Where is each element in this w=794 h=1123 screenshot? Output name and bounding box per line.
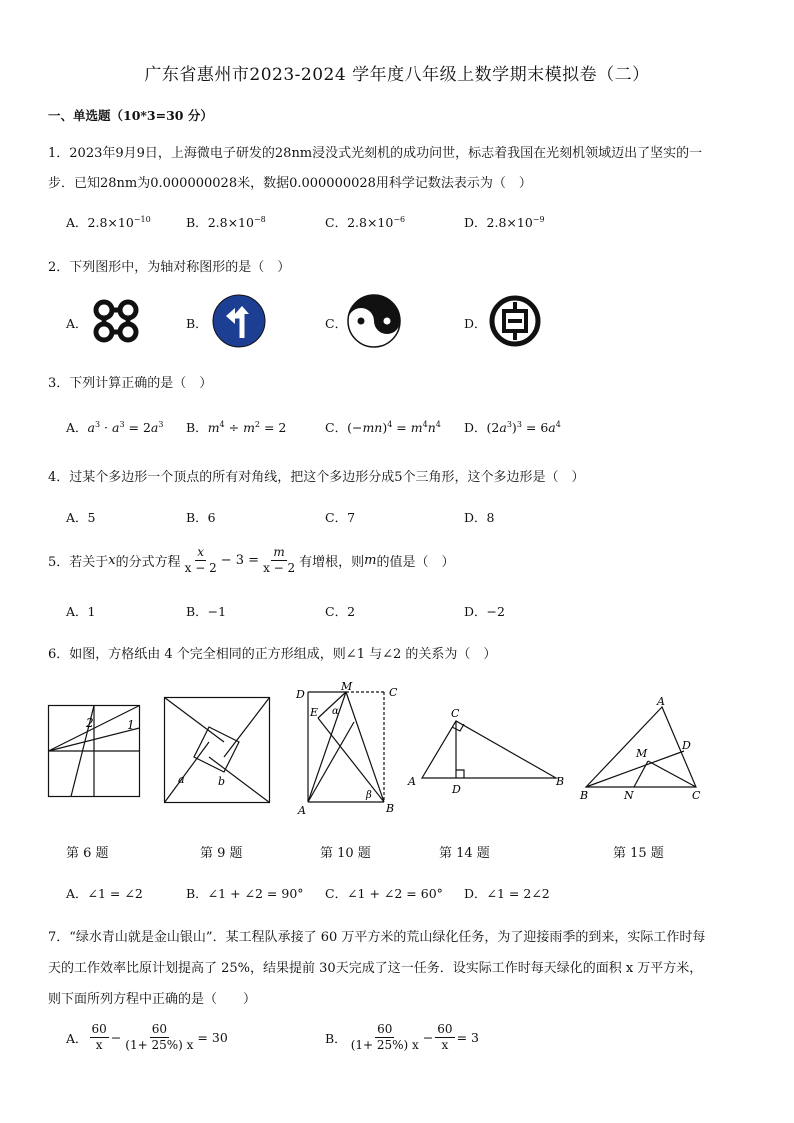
q1-line2: 步．已知28nm为0.000000028米，数据0.000000028用科学记数法表示为（ ） [48,176,532,191]
figure-q15-triangle [578,695,718,805]
section-heading: 一、单选题（10*3=30 分） [48,108,213,123]
q3-option-d[interactable]: D．$(2a^3)^3 = 6a^4$ [464,420,561,435]
page-title: 广东省惠州市2023-2024 学年度八年级上数学期末模拟卷（二） [144,65,650,85]
fig9-label-b: b [218,775,226,788]
fig10-label-M: M [341,680,353,693]
q2-label-b[interactable]: B． [186,316,208,331]
q7-option-a[interactable]: A． $\frac{60}{x}$ − $\frac{60}{(1+ 25\%) x}$ = 30 [66,1022,228,1052]
q5-option-a[interactable]: A．1 [66,604,96,619]
q1-line1: 1．2023年9月9日，上海微电子研发的28nm浸没式光刻机的成功问世，标志着我国在光刻机领域迈出了坚实的一 [48,146,703,161]
q4-option-d[interactable]: D．8 [464,510,495,525]
q4-option-a[interactable]: A．5 [66,510,96,525]
caption-fig9: 第 9 题 [200,846,243,861]
figure-q6-grid [48,705,140,797]
q5-option-c[interactable]: C．2 [325,604,356,619]
fig10-label-beta: β [366,790,372,801]
q2-label-a[interactable]: A． [66,316,88,331]
fig15-label-A: A [657,695,665,708]
q7-line3: 则下面所列方程中正确的是（ ） [48,992,257,1007]
q6-option-c[interactable]: C．∠1 + ∠2 = 60° [325,886,443,901]
q7-line2: 天的工作效率比原计划提高了 25%，结果提前 30天完成了这一任务．设实际工作时每天绿化的面积 x 万平方米， [48,961,703,976]
q3-text: 3．下列计算正确的是（ ） [48,376,213,391]
caption-fig10: 第 10 题 [320,846,371,861]
fig14-label-C: C [451,707,460,720]
q4-text: 4．过某个多边形一个顶点的所有对角线，把这个多边形分成5个三角形，这个多边形是（ ） [48,470,585,485]
caption-fig15: 第 15 题 [613,846,664,861]
figure-q9-square [164,697,270,803]
fig15-label-M: M [636,747,648,760]
fig15-label-C: C [692,789,701,802]
q1-option-c[interactable]: C．$2.8\times 10^{-6}$ [325,215,406,230]
yin-yang-icon [347,294,401,348]
q3-option-b[interactable]: B．$m^4 \div m^2 = 2$ [186,420,287,435]
knot-symbol-icon [90,296,146,346]
caption-fig14: 第 14 题 [439,846,490,861]
q3-option-c[interactable]: C．$(-mn)^4 = m^4n^4$ [325,420,441,435]
q5-option-b[interactable]: B．−1 [186,604,227,619]
q1-option-a[interactable]: A．$2.8\times 10^{-10}$ [66,215,151,230]
q1-option-d[interactable]: D．$2.8\times 10^{-9}$ [464,215,545,230]
fig15-label-D: D [682,739,691,752]
traffic-sign-icon [212,294,266,348]
figure-q10-rectangle [294,682,404,817]
fig6-label-2: 2 [86,716,94,730]
fig14-label-A: A [408,775,416,788]
q4-option-c[interactable]: C．7 [325,510,356,525]
q2-text: 2．下列图形中，为轴对称图形的是（ ） [48,260,291,275]
q3-option-a[interactable]: A．$a^3 \cdot a^3 = 2a^3$ [66,420,164,435]
fig10-label-A: A [298,804,306,817]
q6-text: 6．如图，方格纸由 4 个完全相同的正方形组成，则∠1 与∠2 的关系为（ ） [48,647,497,662]
q7-option-b[interactable]: B． $\frac{60}{(1+ 25\%) x}$ − $\frac{60}{x}$ = 3 [325,1022,479,1052]
fig14-label-D: D [452,783,461,796]
fig10-label-C: C [389,686,398,699]
caption-fig6: 第 6 题 [66,846,109,861]
q2-label-c[interactable]: C． [325,316,348,331]
figure-q14-triangle [406,705,566,795]
q6-option-d[interactable]: D．∠1 = 2∠2 [464,886,550,901]
fig6-label-1: 1 [127,718,135,732]
q7-line1: 7．“绿水青山就是金山银山”．某工程队承接了 60 万平方米的荒山绿化任务，为了迎接雨季的到来，实际工作时每 [48,930,706,945]
fig14-label-B: B [556,775,565,788]
q5-option-d[interactable]: D．−2 [464,604,505,619]
fig10-label-E: E [310,706,319,719]
fig9-label-a: a [178,773,185,786]
fig10-label-D: D [296,688,305,701]
coin-symbol-icon [488,294,542,348]
fig15-label-N: N [624,789,634,802]
fig15-label-B: B [580,789,589,802]
q5-text: 5．若关于 x 的分式方程 $\frac{x}{x - 2}$ − 3 = $\frac{m}{x - 2}$ 有增根，则 m 的值是（ ） [48,545,455,575]
q4-option-b[interactable]: B．6 [186,510,216,525]
q2-label-d[interactable]: D． [464,316,487,331]
fig10-label-B: B [386,802,395,815]
q6-option-a[interactable]: A．∠1 = ∠2 [66,886,143,901]
q1-option-b[interactable]: B．$2.8\times 10^{-8}$ [186,215,266,230]
fig10-label-alpha: α [332,706,339,717]
q6-option-b[interactable]: B．∠1 + ∠2 = 90° [186,886,304,901]
